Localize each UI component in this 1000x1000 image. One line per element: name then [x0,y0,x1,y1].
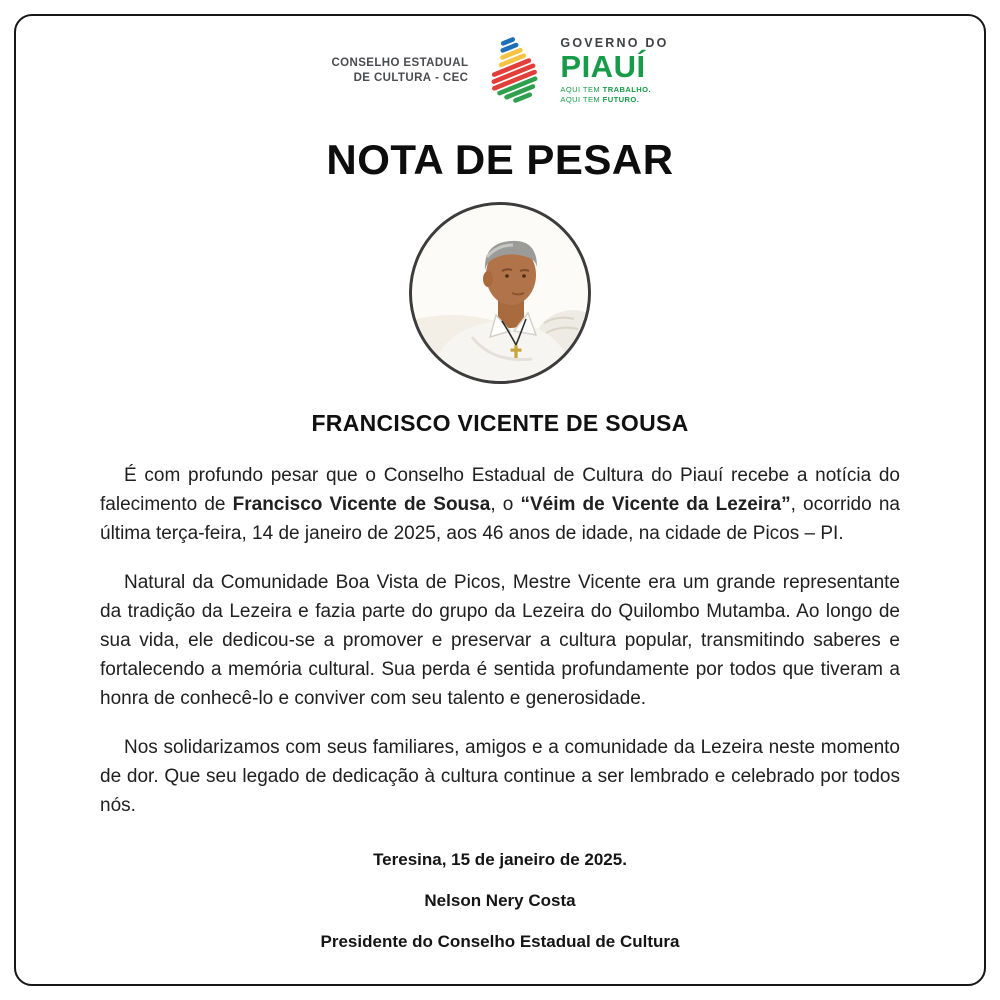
note-body [100,461,900,820]
dateline: Teresina, 15 de janeiro de 2025. [373,850,627,869]
portrait-photo [409,202,591,384]
council-wordmark [331,56,468,86]
gov-line: GOVERNO DO [560,35,669,50]
page-title: NOTA DE PESAR [326,136,674,183]
signature-name: Nelson Nery Costa [424,891,576,910]
portrait-illustration [412,205,588,381]
council-line2: DE CULTURA - CEC [353,72,469,84]
person-name: FRANCISCO VICENTE DE SOUSA [311,410,689,436]
gov-tagline-2: AQUI TEM FUTURO. [560,95,640,105]
bold-nickname: “Véim de Vicente da Lezeira” [520,494,791,515]
note-footer [0,850,1000,952]
bold-person-name: Francisco Vicente de Sousa [232,494,491,515]
council-line1: CONSELHO ESTADUAL [331,57,469,70]
header-logos [0,36,1000,106]
gov-name: PIAUÍ [560,49,646,84]
piaui-state-stripes-icon [482,37,546,105]
government-wordmark [560,37,668,106]
paragraph-2: Natural da Comunidade Boa Vista de Picos, Mestre Vicente era um grande representante da tradição da Lezeira e fazia parte do grupo da Lezeira do Quilombo Mutamba. Ao longo de sua vida, ele dedicou-se a promover e preservar a cultura popular, transmitindo saberes e fortalecendo a memória cultural. Sua perda é sentida profundamente por todos que tiveram a honra de conhecê-lo e conviver com seu talento e generosidade. [100,572,900,709]
signature-title: Presidente do Conselho Estadual de Cultura [320,932,680,951]
paragraph-1: É com profundo pesar que o Conselho Estadual de Cultura do Piauí recebe a notícia do falecimento de Francisco Vicente de Sousa, o “Véim de Vicente da Lezeira”, ocorrido na última terça-feira, 14 de janeiro de 2025, aos 46 anos de idade, na cidade de Picos – PI. [100,465,900,544]
gov-tagline-1: AQUI TEM TRABALHO. [560,85,651,94]
paragraph-3: Nos solidarizamos com seus familiares, amigos e a comunidade da Lezeira neste momento de dor. Que seu legado de dedicação à cultura continue a ser lembrado e celebrado por todos nós. [100,737,900,816]
